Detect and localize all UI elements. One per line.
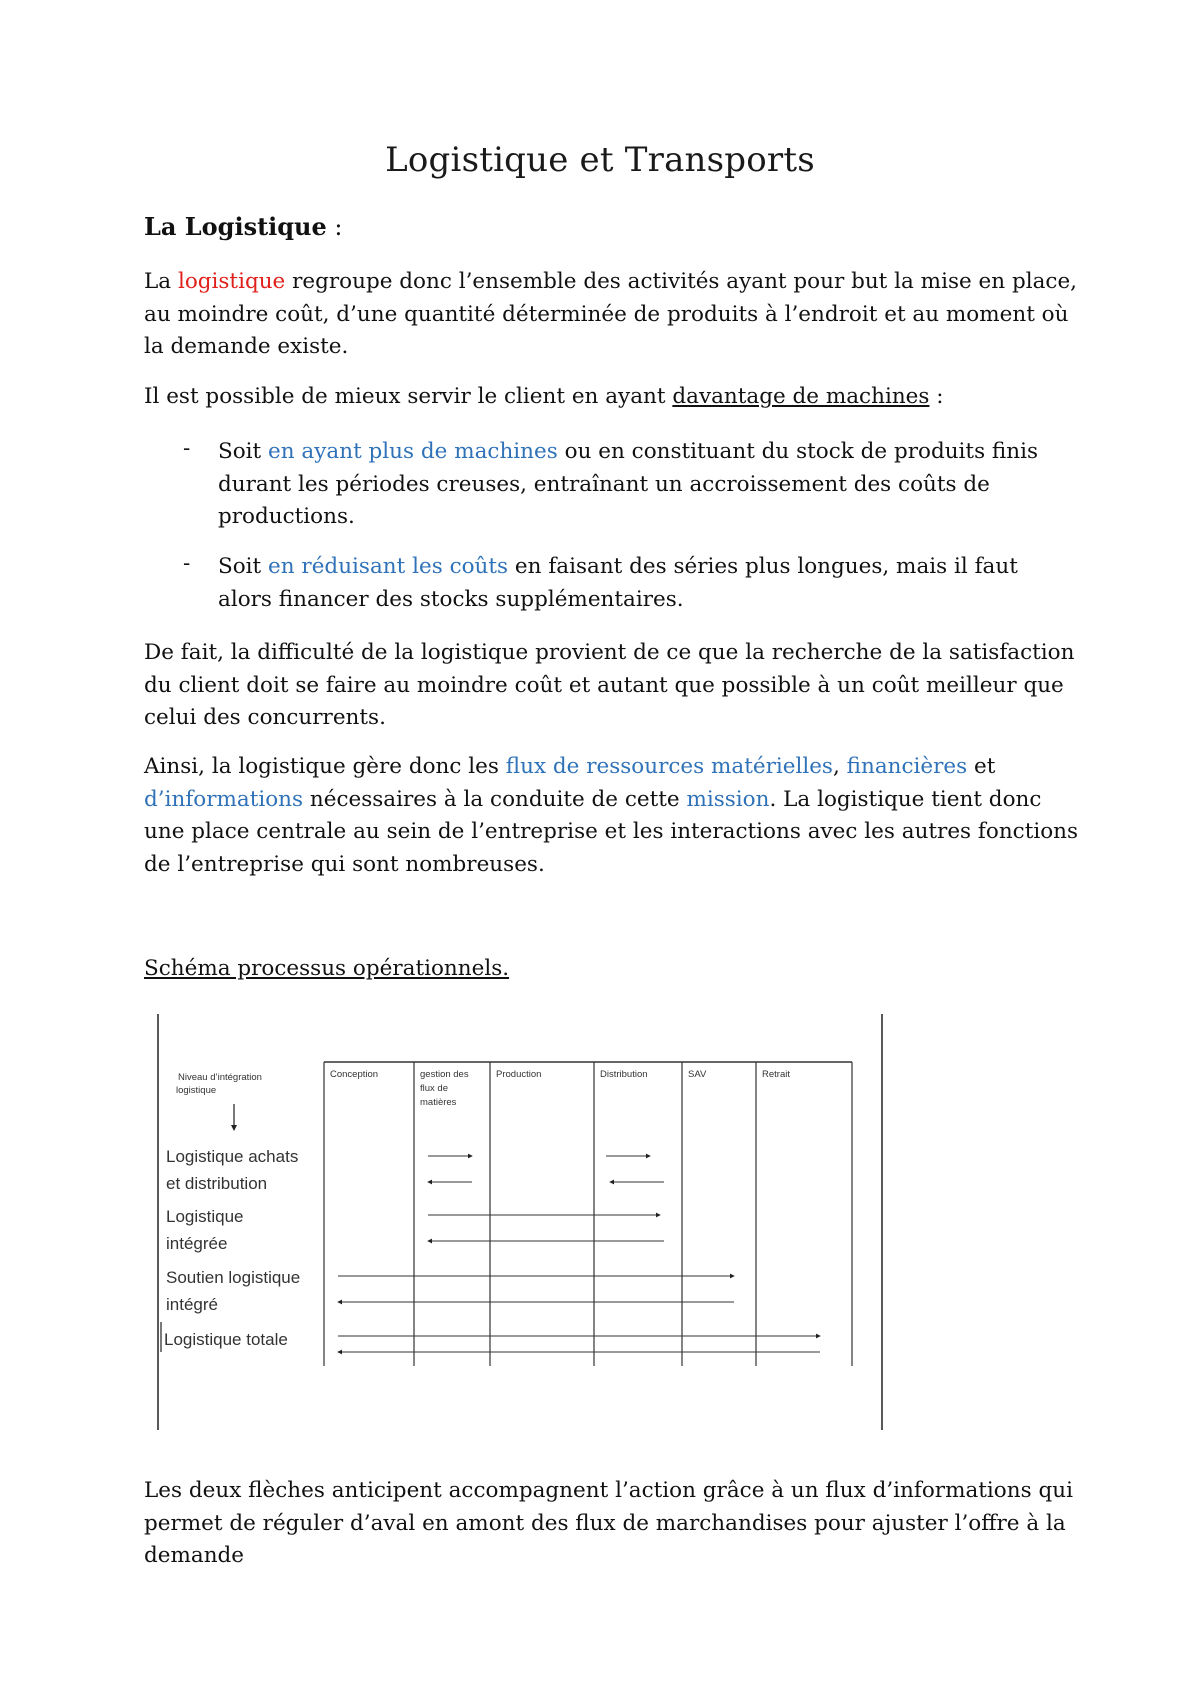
schema-title: Schéma processus opérationnels. — [144, 956, 510, 981]
paragraph-flux — [144, 751, 1084, 881]
mission-highlight: mission — [686, 786, 770, 812]
column-header: Conception — [330, 1069, 379, 1080]
financieres-highlight: financières — [846, 754, 968, 779]
informations-highlight: d’informations — [144, 786, 304, 812]
paragraph-difficulty: De fait, la difficulté de la logistique provient de ce que la recherche de la satisfaction du client doit se faire au moindre coût et autant que possible à un coût meilleur que celui des concurrents. — [144, 640, 1075, 730]
paragraph-text: et — [967, 754, 996, 779]
row-label: Logistique achats — [166, 1147, 299, 1166]
paragraph-text: La — [144, 269, 178, 294]
column-header: SAV — [688, 1069, 707, 1080]
bullet-highlight: en ayant plus de machines — [268, 439, 558, 464]
level-label: Niveau d’intégration — [178, 1072, 262, 1083]
column-header: Production — [496, 1069, 542, 1080]
section-heading-suffix: : — [326, 213, 343, 241]
row-label: et distribution — [166, 1174, 268, 1193]
paragraph-text: Il est possible de mieux servir le client en ayant — [144, 384, 673, 409]
section-heading-label: La Logistique — [144, 212, 327, 241]
bullet-text: Soit — [218, 554, 269, 579]
column-header: flux de — [420, 1083, 448, 1094]
paragraph-text: Ainsi, la logistique gère donc les — [144, 754, 506, 779]
row-label: Soutien logistique — [166, 1268, 301, 1287]
paragraph-text: , — [832, 754, 847, 779]
bullet-text: Soit — [218, 439, 269, 464]
process-diagram-svg — [150, 1012, 890, 1432]
logistique-term: logistique — [177, 269, 286, 294]
column-header: Retrait — [762, 1069, 790, 1080]
bullet-item-2 — [218, 551, 1078, 616]
paragraph-conclusion: Les deux flèches anticipent accompagnent l’action grâce à un flux d’informations qui permet de réguler d’aval en amont des flux de marchandises pour ajuster l’offre à la demande — [144, 1478, 1073, 1568]
column-header: matières — [420, 1097, 457, 1108]
row-label: Logistique totale — [164, 1330, 288, 1349]
level-label: logistique — [176, 1085, 217, 1096]
underlined-phrase: davantage de machines — [672, 384, 930, 409]
section-heading — [144, 212, 343, 241]
bullet-item-1 — [218, 436, 1078, 534]
bullet-text: ou en constituant du stock de produits finis durant les périodes creuses, entraînant un accroissement des coûts de productions. — [218, 439, 1039, 529]
flux-highlight: flux de ressources matérielles — [505, 754, 833, 779]
row-label: intégrée — [166, 1234, 228, 1253]
paragraph-text: . La logistique tient donc une place centrale au sein de l’entreprise et les interactions avec les autres fonctions de l’entreprise qui sont nombreuses. — [144, 786, 1079, 877]
column-header: gestion des — [420, 1069, 469, 1080]
bullet-highlight: en réduisant les coûts — [268, 554, 509, 579]
bullet-dash: - — [183, 436, 191, 461]
paragraph-text: nécessaires à la conduite de cette — [303, 786, 687, 812]
column-header: Distribution — [600, 1069, 648, 1080]
process-diagram — [150, 1012, 890, 1432]
bullet-dash: - — [183, 551, 191, 576]
paragraph-machines — [144, 381, 1084, 414]
paragraph-text: regroupe donc l’ensemble des activités ayant pour but la mise en place, au moindre coût, d’une quantité déterminée de produits à l’endroit et au moment où la demande existe. — [144, 269, 1078, 359]
row-label: Logistique — [166, 1207, 244, 1226]
paragraph-definition — [144, 266, 1084, 364]
page-title: Logistique et Transports — [385, 140, 815, 180]
row-label: intégré — [166, 1295, 218, 1314]
bullet-text: en faisant des séries plus longues, mais il faut alors financer des stocks supplémentaires. — [218, 554, 1018, 612]
paragraph-text: : — [929, 384, 944, 409]
